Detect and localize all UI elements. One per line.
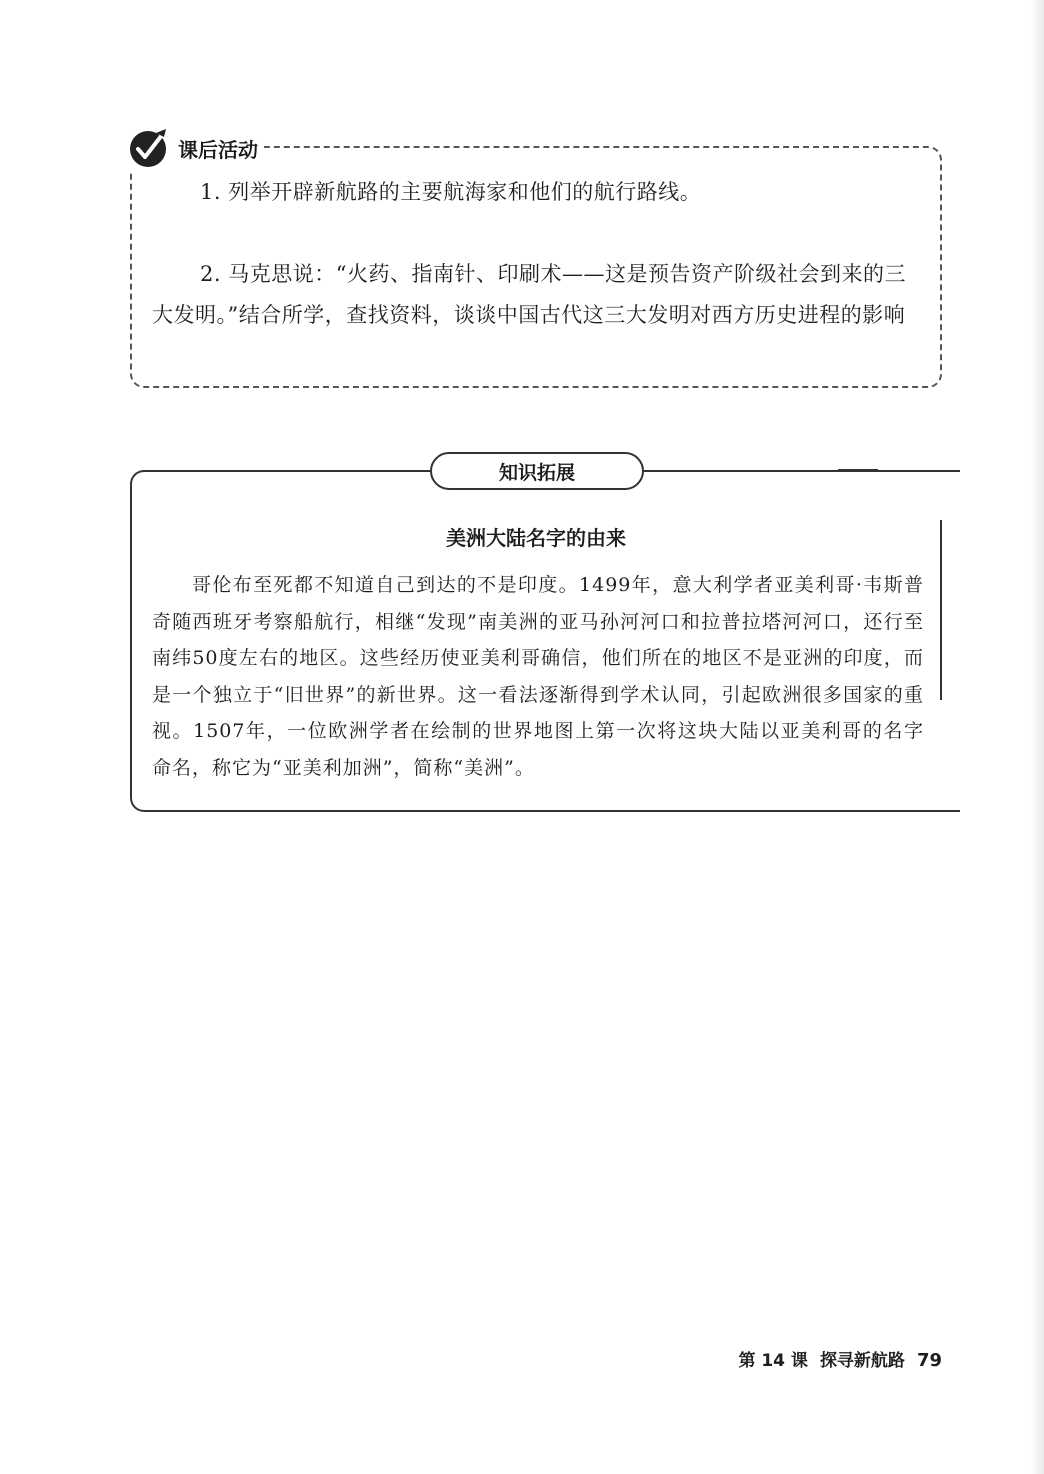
article-title: 美洲大陆名字的由来 [446,526,626,550]
activity-item-2: 2. 马克思说：“火药、指南针、印刷术——这是预告资产阶级社会到来的三大发明。”结合所学，查找资料，谈谈中国古代这三大发明对西方历史进程的影响 [152,262,906,327]
activity-title: 课后活动 [178,137,258,162]
pencil-check-icon [128,127,170,169]
footer-lesson: 第 14 课 [738,1351,808,1371]
activity-header [128,124,264,172]
box-top-line-tail [838,469,878,471]
article-body: 哥伦布至死都不知道自己到达的不是印度。1499年，意大利学者亚美利哥·韦斯普奇随西班牙考察船航行，相继“发现”南美洲的亚马孙河河口和拉普拉塔河河口，还行至南纬50度左右的地区。这些经历使亚美利哥确信，他们所在的地区不是亚洲的印度，而是一个独立于“旧世界”的新世界。这一看法逐渐得到学术认同，引起欧洲很多国家的重视。1507年，一位欧洲学者在绘制的世界地图上第一次将这块大陆以亚美利哥的名字命名，称它为“亚美利加洲”，简称“美洲”。 [152,574,924,779]
activity-item-1: 1. 列举开辟新航路的主要航海家和他们的航行路线。 [200,180,702,204]
page-footer [738,1346,942,1371]
footer-lesson-title: 探寻新航路 [819,1351,905,1371]
page-number: 79 [916,1350,942,1371]
knowledge-tab-label: 知识拓展 [430,452,644,490]
page-edge-shadow [1030,0,1044,1474]
